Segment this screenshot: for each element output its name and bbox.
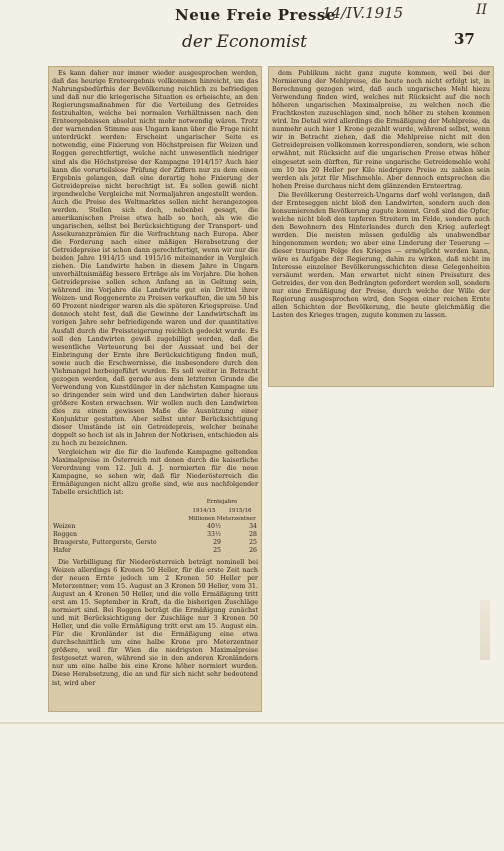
table-header-year: 1915/16 (228, 507, 252, 514)
table-cell-value: 40½ (207, 522, 221, 530)
table-cell-value: 25 (213, 546, 221, 554)
article-paragraph: Es kann daher nur immer wieder ausgesprochen werden, daß das heurige Ernteergebnis vollkommen hinreicht, um das Nahrungsbedürfnis der Bevölkerung reichlich zu befriedigen und daß nur die kriegerische Situation es erheischte, an den Regierungsmaßnahmen für die Verteilung des Getreides festzuhalten, welche bei normalen Verhältnissen nach den Ernteergebnissen absolut nicht mehr notwendig wären. Trotz der warnenden Stimme aus Ungarn kann über die Frage nicht unterdrückt werden: Erscheint ungarischer Seite es notwendig, eine Fixierung von Höchstpreisen für Weizen und Roggen gerechtfertigt, welche nicht unwesentlich niedriger sind als die Höchstpreise der Kampagne 1914/15? Auch hier kann die vorurteilslose Prüfung der Ziffern nur zu dem einen Ergebnis gelangen, daß eine derartig hohe Fixierung der Getreidepreise nicht berechtigt ist. Es sollen gewiß nicht irgendwelche Vergleiche mit Normaljahren angestellt werden. Auch die Preise des Weltmarktes sollen nicht herangezogen werden. Stellen sich doch, nebenbei gesagt, die amerikanischen Preise etwa halb so hoch, als wie die ungarischen, selbst bei Berücksichtigung der Transport- und Assekuranzprämien für die Verfrachtung nach Europa. Aber die Forderung nach einer mäßigen Herabsetzung der Getreidepreise ist schon dann gerechtfertigt, wenn wir nur die beiden Jahre 1914/15 und 1915/16 miteinander in Vergleich ziehen. Die Landwirte haben in diesem Jahre in Ungarn unverhältnismäßig bessere Erträge als im Vorjahre. Die hohen Getreidepreise sollen schon Anfang an in Geltung sein, während im Vorjahre die Landwirte gut ein Drittel ihrer Weizen- und Roggenernte zu Preisen verkauften, die um 50 bis 60 Prozent niedriger waren als die späteren Kriegspreise. Und dennoch steht fest, daß die Gewinne der Landwirtschaft im vorigen Jahre sehr befriedigende waren und der quantitative Ausfall durch die Preissteigerung reichlich gedeckt wurde. Es soll den Landwirten gewiß zugebilligt werden, daß die wesentliche Verteuerung bei der Aussaat und bei der Einbringung der Ernte ihre Berücksichtigung finden muß, sowie auch die Erschwernisse, die insbesondere durch den Viehmangel herbeigeführt wurden. Es soll weiter in Betracht gezogen werden, daß gerade aus dem letzteren Grunde die Verwendung von Kunstdünger in der nächsten Kampagne um so dringender sein wird und den Landwirten daher hieraus größere Kosten erwachsen. Wir wollen auch den Landwirten dies zu einem gewissen Maße die Ausnützung einer Konjunktur gestatten. Aber selbst unter Berücksichtigung dieser Umstände ist ein Getreidepreis, welcher beinahe doppelt so hoch ist als in Jahren der Notkrisen, entschieden als zu hoch zu bezeichnen. (52, 69, 258, 448)
paper-fold-line (0, 722, 504, 724)
table-cell-label: Weizen (53, 522, 76, 530)
newspaper-title: Neue Freie Presse (175, 6, 336, 24)
table-cell-value: 25 (249, 538, 257, 546)
table-row (52, 547, 258, 555)
table-header-top: Erntejahre (206, 499, 238, 506)
table-cell-value: 33½ (207, 530, 221, 538)
handwritten-mark: II (476, 2, 488, 18)
table-cell-value: 29 (213, 538, 221, 546)
table-row (52, 523, 258, 531)
table-header-year: 1914/15 (192, 507, 216, 514)
paper-stain (480, 600, 490, 660)
harvest-table (52, 498, 258, 554)
table-header-spacer (52, 498, 186, 506)
table-row (52, 531, 258, 539)
table-header-spacer (52, 515, 186, 523)
table-cell-label: Braugerste, Futtergerste, Gerste (53, 538, 157, 546)
table-header-spacer (52, 507, 186, 515)
table-cell-value: 28 (249, 530, 257, 538)
handwritten-source: der Economist (182, 32, 307, 52)
table-cell-label: Hafer (53, 546, 71, 554)
article-paragraph: Die Bevölkerung Oesterreich-Ungarns darf wohl verlangen, daß der Ernteseggen nicht bloß den Landwirten, sondern auch den konsumierenden Bevölkerung zugute kommt. Groß sind die Opfer, welche nicht bloß den tapferen Streitern im Felde, sondern auch den Bewohnern des Hinterlandes durch den Krieg auferlegt werden. Die meisten müssen geduldig als unabwendbar hingenommen werden; wo aber eine Linderung der Teuerung — dieser traurigen Folge des Krieges — ermöglicht werden kann, wäre es Aufgabe der Regierung, dahin zu wirken, daß nicht im Interesse einzelner Bevölkerungsschichten diese Gelegenheiten versäumt werden. Man erwartet nicht einen Preissturz des Getreides, der von den Bedrängten gefordert werden soll, sondern nur eine Ermäßigung der Preise, durch welche der Wille der Regierung ausgesprochen wird, den Segen einer reichen Ernte allen Schichten der Bevölkerung, die heute gleichmäßig die Lasten des Krieges tragen, zugute kommen zu lassen. (272, 190, 490, 320)
table-cell-value: 26 (249, 546, 257, 554)
clipping-right-column (268, 66, 494, 387)
table-cell-value: 34 (249, 522, 257, 530)
article-paragraph: dem Publikum nicht ganz zugute kommen, weil bei der Normierung der Mehlpreise, die heute noch nicht erfolgt ist, in Berechnung gezogen wird, daß auch ungarisches Mehl hiezu Verwendung finden wird, welches mit Rücksicht auf die noch höheren ungarischen Maximalpreise, zu welchen noch die Frachtkosten zuzuschlagen sind, noch höher zu stehen kommen wird. Im Detail wird allerdings die Ermäßigung der Mehlpreise, da nunmehr auch hier 1 Krone gezahlt wurde, während selbst, wenn wir in Betracht ziehen, daß die Mehlpreise nicht mit den Getreidepreisen vollkommen korrespondieren, sondern, wie schon erwähnt, mit Rücksicht auf die ungarischen Preise etwas höher eingesetzt sein dürften, für reine ungarische Getreidemehle wohl um 10 bis 20 Heller per Kilo niedrigere Preise zu zahlen sein werden als jetzt für Mischmehle. Aber dennoch entsprechen die hohen Preise durchaus nicht dem glänzenden Ernteertrag. (272, 69, 490, 190)
article-paragraph: Vergleichen wir die für die laufende Kampagne geltenden Maximalpreise in Österreich mit denen durch die kaiserliche Verordnung vom 12. Juli d. J. normierten für die neue Kampagne, so sehen wir, daß für Niederösterreich die Ermäßigungen nicht allzu große sind, wie aus nachfolgender Tabelle ersichtlich ist: (52, 448, 258, 497)
table-header-unit: Millionen Meterzentner (188, 515, 256, 522)
article-paragraph: Die Verbilligung für Niederösterreich beträgt nominell bei Weizen allerdings 6 Kronen 50 Heller, für die erste Zeit nach der neuen Ernte jedoch um 2 Kronen 50 Heller per Meterzentner; vom 15. August an 3 Kronen 50 Heller, vom 31. August an 4 Kronen 50 Heller, und die volle Ermäßigung tritt erst am 15. September in Kraft, da die bisherigen Zuschläge normiert sind. Bei Roggen beträgt die Ermäßigung zunächst und mit Berücksichtigung der Zuschläge nur 3 Kronen 50 Heller, und die volle Ermäßigung tritt erst am 15. August ein. Für die Kronländer ist die Ermäßigung eine etwa durchschnittlich um eine halbe Krone pro Meterzentner größere, weil für Wien die niedrigsten Maximalpreise festgesetzt waren, während sie in den anderen Kronländern nur um eine halbe bis eine Krone höher normiert wurden. Diese Herabsetzung, die an und für sich nicht sehr bedeutend ist, wird aber (52, 557, 258, 687)
table-cell-label: Roggen (53, 530, 77, 538)
clipping-left-column (48, 66, 262, 712)
handwritten-date: 14/IV.1915 (322, 4, 404, 22)
page-number: 37 (454, 30, 475, 48)
table-row (52, 539, 258, 547)
